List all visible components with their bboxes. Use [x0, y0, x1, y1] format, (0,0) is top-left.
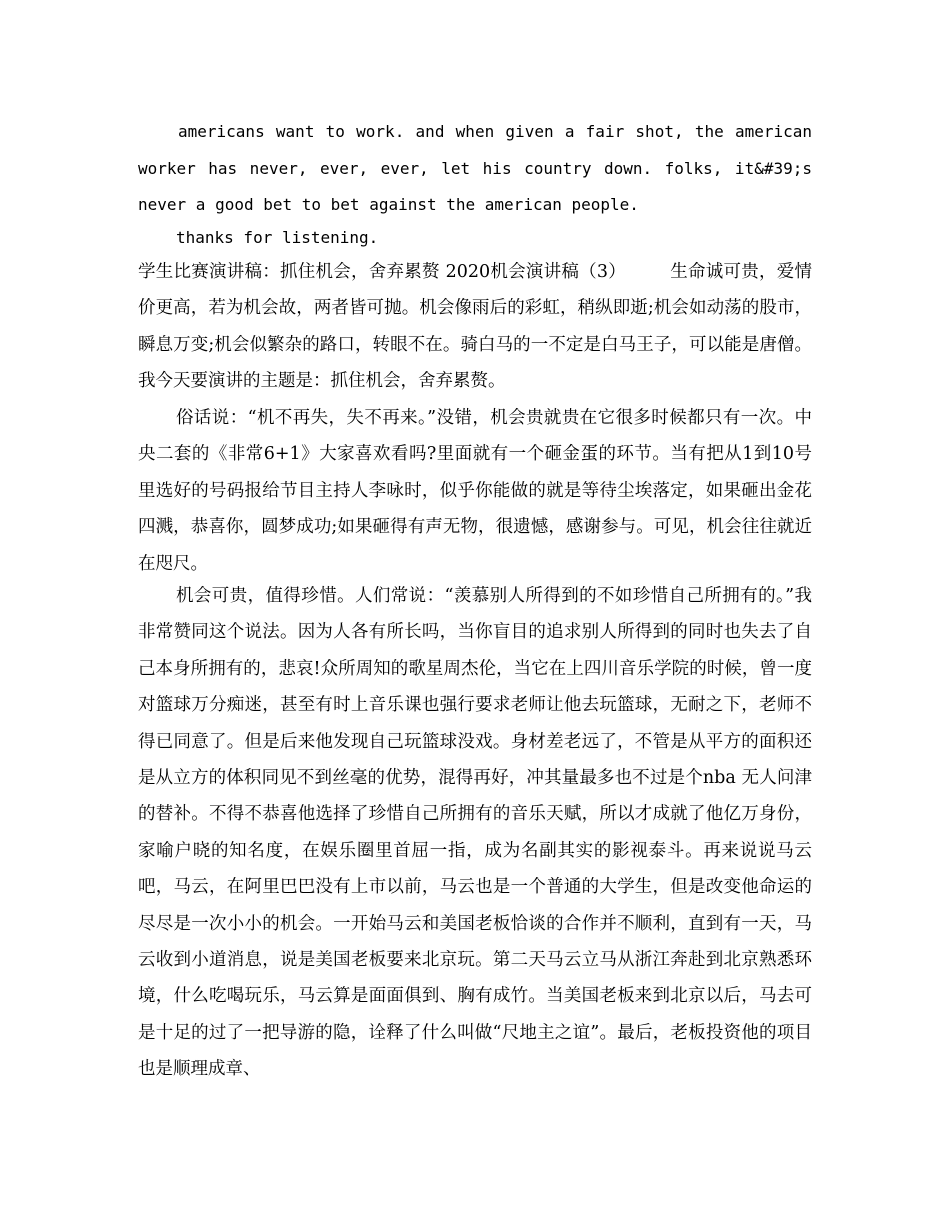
speech-heading: 学生比赛演讲稿：抓住机会，舍弃累赘 2020机会演讲稿（3）: [138, 262, 626, 282]
english-closing-line: thanks for listening.: [176, 228, 379, 247]
opening-paragraph-text: 生命诚可贵，爱情价更高，若为机会故，两者皆可抛。机会像雨后的彩虹，稍纵即逝;机会如动荡的股市，瞬息万变;机会似繁杂的路口，转眼不在。骑白马的一不定是白马王子，可以能是唐僧。我今天要演讲的主题是：抓住机会，舍弃累赘。: [138, 262, 813, 392]
body-paragraph-cherish: 机会可贵，值得珍惜。人们常说：“羡慕别人所得到的不如珍惜自己所拥有的。”我非常赞同这个说法。因为人各有所长吗，当你盲目的追求别人所得到的同时也失去了自己本身所拥有的，悲哀!众所周知的歌星周杰伦，当它在上四川音乐学院的时候，曾一度对篮球万分痴迷，甚至有时上音乐课也强行要求老师让他去玩篮球，无耐之下，老师不得已同意了。但是后来他发现自己玩篮球没戏。身材差老远了，不管是从平方的面积还是从立方的体积同见不到丝毫的优势，混得再好，冲其量最多也不过是个nba 无人问津的替补。不得不恭喜他选择了珍惜自己所拥有的音乐天赋，所以才成就了他亿万身份，家喻户晓的知名度，在娱乐圈里首屈一指，成为名副其实的影视泰斗。再来说说马云吧，马云，在阿里巴巴没有上市以前，马云也是一个普通的大学生，但是改变他命运的尽尽是一次小小的机会。一开始马云和美国老板恰谈的合作并不顺利，直到有一天，马云收到小道消息，说是美国老板要来北京玩。第二天马云立马从浙江奔赴到北京熟悉环境，什么吃喝玩乐，马云算是面面俱到、胸有成竹。当美国老板来到北京以后，马去可是十足的过了一把导游的隐，诠释了什么叫做“尺地主之谊”。最后，老板投资他的项目也是顺理成章、: [138, 586, 812, 1080]
body-paragraph-opportunity: 俗话说：“机不再失，失不再来。”没错，机会贵就贵在它很多时候都只有一次。中央二套的《非常6+1》大家喜欢看吗?里面就有一个砸金蛋的环节。当有把从1到10号里选好的号码报给节目主持人李咏时，似乎你能做的就是等待尘埃落定，如果砸出金花四溅，恭喜你，圆梦成功;如果砸得有声无物，很遗憾，感谢参与。可见，机会往往就近在咫尺。: [138, 408, 812, 574]
english-paragraph: americans want to work. and when given a fair shot, the american worker has never, ever, ever, let his country down. folks, it&#39;s never a good bet to bet against the american people.: [138, 122, 812, 214]
speech-title-paragraph: [138, 254, 812, 400]
